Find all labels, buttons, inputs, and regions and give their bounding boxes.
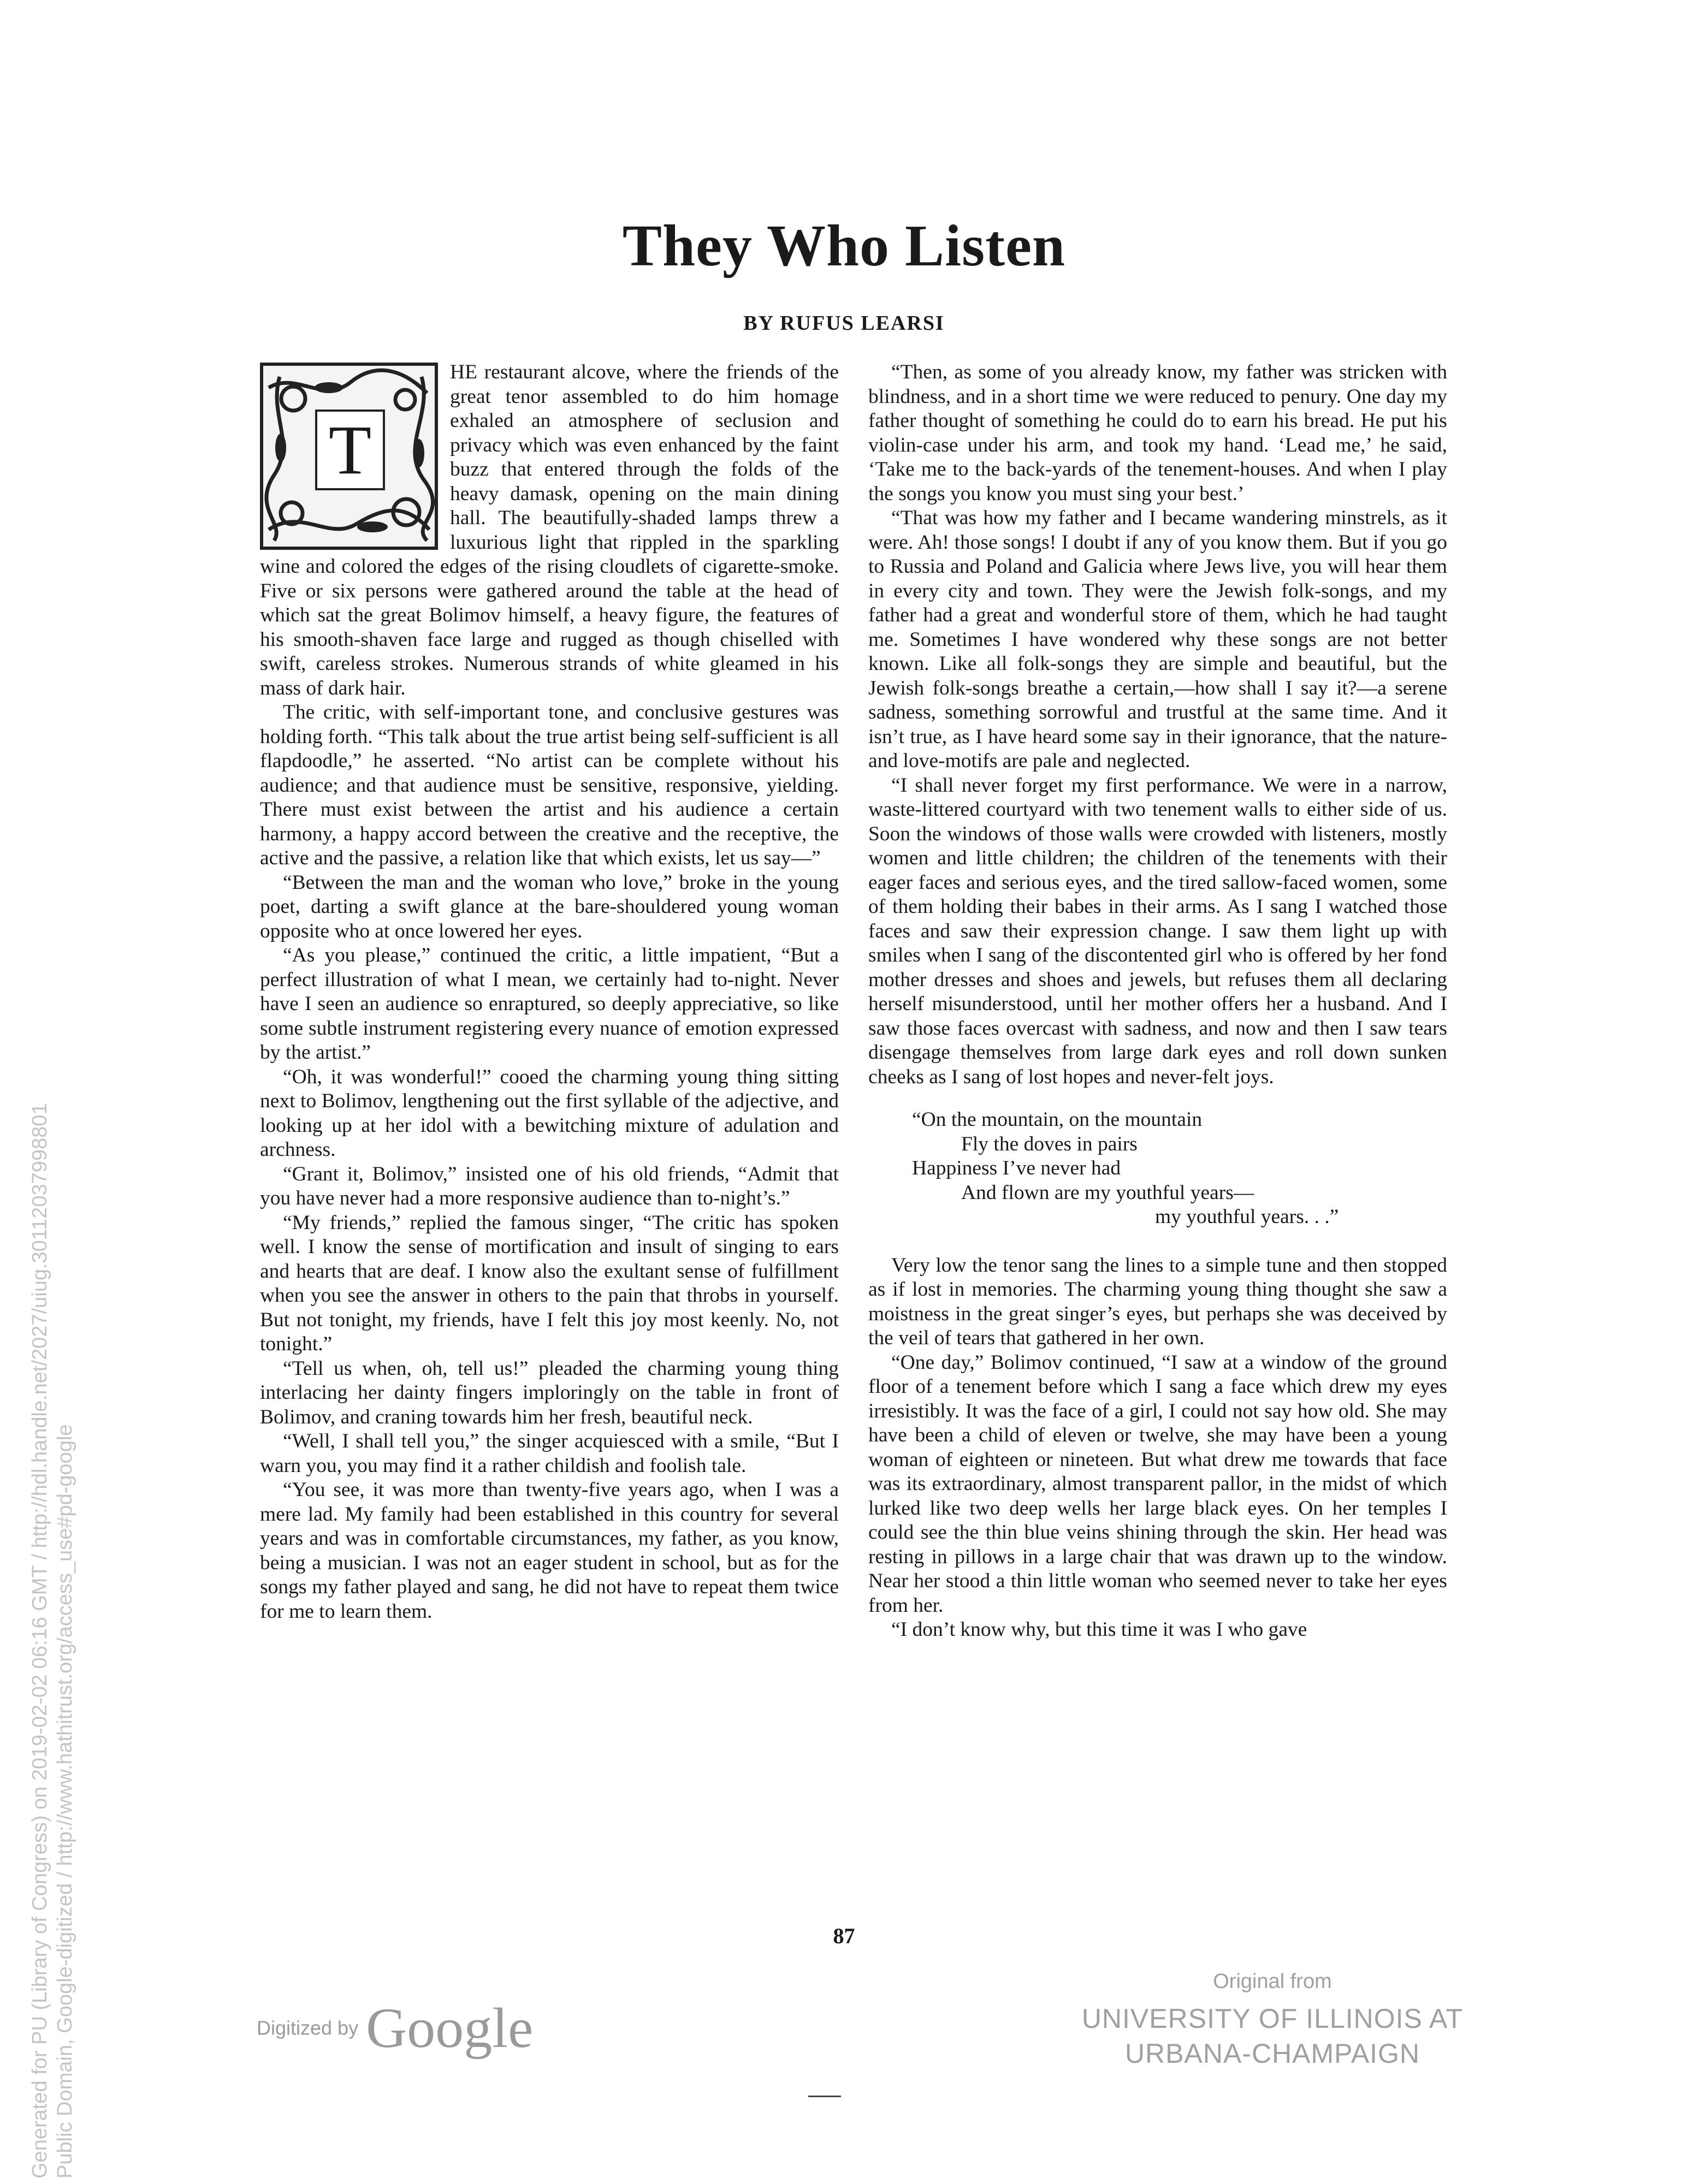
paragraph: HE restaurant alcove, where the friends of the great tenor assembled to do him homage exhaled an atmosphere of seclusion and privacy which was even enhanced by the faint buzz that entered through the folds of the heavy damask, opening on the main dining hall. The beautifully-shaded lamps threw a luxurious light that rippled in the sparkling wine and colored the edges of the rising cloudlets of cigarette-smoke. Five or six persons were gathered around the table at the head of which sat the great Bolimov himself, a heavy figure, the features of his smooth-shaven face large and rugged as though chiselled with swift, careless strokes. Numerous strands of white gleamed in his mass of dark hair. [260, 361, 839, 699]
verse-line: my youthful years. . .” [1155, 1206, 1339, 1228]
paragraph: The critic, with self-important tone, and conclusive gestures was holding forth. “This talk about the true artist being self-sufficient is all flapdoodle,” he asserted. “No artist can be complete without his audience; and that audience must be sensitive, responsive, yielding. There must exist between the artist and his audience a certain harmony, a happy accord between the creative and the receptive, the active and the passive, a relation like that which exists, let us say—” [260, 701, 839, 869]
paragraph: “Then, as some of you already know, my father was stricken with blindness, and in a short time we were reduced to penury. One day my father thought of something he could do to earn his bread. He put his violin-case under his arm, and took my hand. ‘Lead me,’ he said, ‘Take me to the back-yards of the tenement-houses. And when I play the songs you know you must sing your best.’ [868, 361, 1447, 505]
verse-line: “On the mountain, on the mountain [912, 1108, 1203, 1131]
institution-line: URBANA-CHAMPAIGN [1124, 2038, 1420, 2069]
google-logo: Google [366, 1997, 534, 2060]
institution-line: UNIVERSITY OF ILLINOIS AT [1081, 2003, 1464, 2034]
drop-cap-letter: T [315, 410, 385, 490]
paragraph: “Oh, it was wonderful!” cooed the charming young thing sitting next to Bolimov, lengthening out the first syllable of the adjective, and looking up at her idol with a bewitching mixture of adulation and archness. [260, 1065, 839, 1161]
paragraph: “Grant it, Bolimov,” insisted one of his old friends, “Admit that you have never had a more responsive audience than to-night’s.” [260, 1162, 839, 1209]
right-column [868, 360, 1447, 1642]
paragraph: “One day,” Bolimov continued, “I saw at a window of the ground floor of a tenement before which I sang a face which drew my eyes irresistibly. It was the face of a girl, I could not say how old. She may have been a child of eleven or twelve, she may have been a young woman of eighteen or nineteen. But what drew me towards that face was its extraordinary, almost transparent pallor, in the midst of which lurked like two deep wells her large black eyes. On her temples I could see the thin blue veins shining through the skin. Her head was resting in pillows in a large chair that was drawn up to the window. Near her stood a thin little woman who seemed never to take her eyes from her. [868, 1351, 1447, 1617]
notice-line: Generated for PU (Library of Congress) on 2019-02-02 06:16 GMT / http://hdl.handle.net/2027/uiug.30112037998801 [28, 1103, 51, 2179]
paragraph: “That was how my father and I became wandering minstrels, as it were. Ah! those songs! I doubt if any of you know them. But if you go to Russia and Poland and Galicia where Jews live, you will hear them in every city and town. They were the Jewish folk-songs, and my father had a great and wonderful store of them, which he had taught me. Sometimes I have wondered why these songs are not better known. Like all folk-songs they are simple and beautiful, but the Jewish folk-songs breathe a certain,—how shall I say it?—a serene sadness, something sorrowful and trustful at the same time. And it isn’t true, as I have heard some say in their ignorance, that the nature- and love-motifs are pale and neglected. [868, 507, 1447, 772]
article-title: They Who Listen [622, 213, 1066, 278]
notice-line: Public Domain, Google-digitized / http://www.hathitrust.org/access_use#pd-google [54, 1424, 76, 2179]
original-source [1027, 1970, 1518, 2071]
digitized-by-google [257, 1996, 533, 2061]
verse-line: Fly the doves in pairs [961, 1132, 1138, 1155]
article-byline: BY RUFUS LEARSI [743, 312, 945, 335]
verse-line: Happiness I’ve never had [912, 1157, 1121, 1179]
paragraph: “Between the man and the woman who love,” broke in the young poet, darting a swift glance at the bare-shouldered young woman opposite who at once lowered her eyes. [260, 871, 839, 942]
paragraph: “Well, I shall tell you,” the singer acquiesced with a smile, “But I warn you, you may find it a rather childish and foolish tale. [260, 1430, 839, 1477]
ornamental-drop-cap [260, 363, 438, 550]
paragraph: “I don’t know why, but this time it was I who gave [891, 1618, 1307, 1641]
left-column [260, 360, 839, 1624]
digitization-notice [27, 759, 78, 2179]
song-verse [912, 1108, 1447, 1230]
paragraph: “My friends,” replied the famous singer, “The critic has spoken well. I know the sense of mortification and insult of singing to ears and hearts that are deaf. I know also the exultant sense of fulfillment when you see the answer in others to the pain that throbs in yourself. But not tonight, my friends, have I felt this joy most keenly. No, not tonight.” [260, 1211, 839, 1355]
paragraph: Very low the tenor sang the lines to a simple tune and then stopped as if lost in memories. The charming young thing thought she saw a moistness in the great singer’s eyes, but perhaps she was deceived by the veil of tears that gathered in her own. [868, 1254, 1447, 1349]
page-number: 87 [833, 1924, 855, 1948]
paragraph: “Tell us when, oh, tell us!” pleaded the charming young thing interlacing her dainty fingers imploringly on the table in front of Bolimov, and craning towards him her fresh, beautiful neck. [260, 1357, 839, 1428]
paragraph: “I shall never forget my first performance. We were in a narrow, waste-littered courtyard with two tenement walls to either side of us. Soon the windows of those walls were crowded with listeners, mostly women and little children; the children of the tenements with their eager faces and serious eyes, and the tired sallow-faced women, some of them holding their babes in their arms. As I sang I watched those faces and saw their expression change. I saw them light up with smiles when I sang of the discontented girl who is offered by her fond mother dresses and shoes and jewels, but refuses them all declaring herself misunderstood, until her mother offers her a husband. And I saw those faces overcast with sadness, and now and then I saw tears disengage themselves from large dark eyes and roll down sunken cheeks as I sang of lost hopes and never-felt joys. [868, 774, 1447, 1088]
footer-divider [808, 2096, 841, 2097]
paragraph: “As you please,” continued the critic, a little impatient, “But a perfect illustration of what I mean, we certainly had to-night. Never have I seen an audience so enraptured, so deeply appreciative, so like some subtle instrument registering every nuance of emotion expressed by the artist.” [260, 944, 839, 1064]
verse-line: And flown are my youthful years— [961, 1181, 1254, 1204]
original-from-label: Original from [1213, 1970, 1332, 1993]
paragraph: “You see, it was more than twenty-five years ago, when I was a mere lad. My family had been established in this country for several years and was in comfortable circumstances, my father, as you know, being a musician. I was not an eager student in school, but as for the songs my father played and sang, he did not have to repeat them twice for me to learn them. [260, 1479, 839, 1623]
digitized-by-label: Digitized by [257, 2016, 359, 2039]
